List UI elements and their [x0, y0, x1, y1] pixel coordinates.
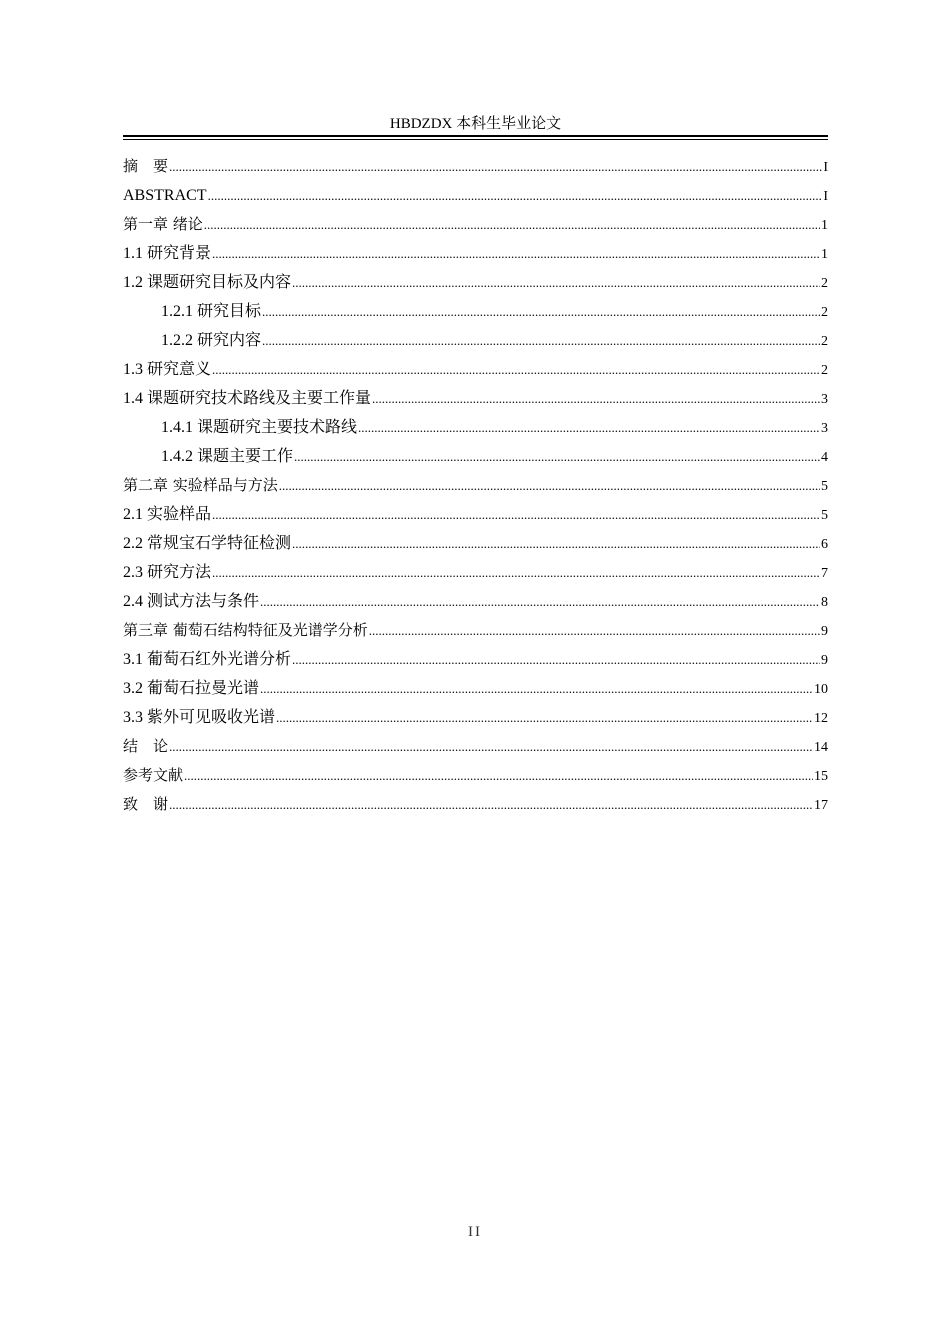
toc-dot-leader [184, 761, 813, 790]
toc-entry-page: 7 [821, 566, 828, 581]
page-header-title: HBDZDX 本科生毕业论文 [389, 116, 562, 132]
toc-entry-title: 1.4.2 课题主要工作 [161, 448, 294, 465]
toc-entry[interactable] [123, 529, 828, 558]
toc-dot-leader [169, 152, 822, 181]
toc-entry-title: 2.1 实验样品 [123, 506, 212, 523]
toc-entry[interactable] [123, 558, 828, 587]
toc-dot-leader [294, 442, 820, 471]
toc-entry-title: 3.1 葡萄石红外光谱分析 [123, 651, 292, 668]
toc-entry-title: 第三章 葡萄石结构特征及光谱学分析 [123, 621, 368, 639]
toc-dot-leader [212, 239, 820, 268]
toc-dot-leader [279, 471, 820, 500]
toc-entry[interactable] [123, 587, 828, 616]
toc-entry-title: 参考文献 [123, 766, 184, 784]
toc-entry-page: 1 [821, 247, 828, 262]
table-of-contents [123, 152, 828, 819]
toc-entry[interactable] [123, 152, 828, 181]
toc-entry[interactable] [123, 790, 828, 819]
toc-entry[interactable] [123, 616, 828, 645]
toc-dot-leader [260, 674, 813, 703]
toc-entry-title: 1.1 研究背景 [123, 245, 212, 262]
toc-entry-page: 5 [821, 508, 828, 523]
toc-dot-leader [204, 210, 820, 239]
toc-entry-title: 致 谢 [123, 795, 169, 813]
toc-dot-leader [212, 558, 820, 587]
header-rule-thin [123, 139, 828, 140]
toc-entry-page: 3 [821, 392, 828, 407]
toc-dot-leader [292, 529, 820, 558]
toc-entry[interactable] [123, 268, 828, 297]
toc-entry-page: 10 [814, 682, 828, 697]
toc-dot-leader [212, 355, 820, 384]
toc-dot-leader [369, 616, 820, 645]
toc-entry[interactable] [123, 413, 828, 442]
toc-entry-page: 9 [821, 653, 828, 668]
toc-entry[interactable] [123, 384, 828, 413]
toc-entry[interactable] [123, 703, 828, 732]
toc-entry[interactable] [123, 326, 828, 355]
toc-entry[interactable] [123, 732, 828, 761]
toc-entry[interactable] [123, 181, 828, 210]
toc-entry-title: 1.2 课题研究目标及内容 [123, 274, 292, 291]
toc-dot-leader [208, 181, 823, 210]
toc-entry-title: 1.2.2 研究内容 [161, 332, 262, 349]
toc-entry[interactable] [123, 645, 828, 674]
toc-dot-leader [262, 297, 820, 326]
page-number: II [468, 1224, 482, 1240]
toc-entry-page: 15 [814, 769, 828, 784]
toc-dot-leader [169, 732, 813, 761]
toc-entry-page: I [823, 160, 828, 175]
toc-dot-leader [262, 326, 820, 355]
toc-entry-title: 3.2 葡萄石拉曼光谱 [123, 680, 260, 697]
toc-entry[interactable] [123, 500, 828, 529]
toc-entry-title: 2.2 常规宝石学特征检测 [123, 535, 292, 552]
toc-entry-title: 1.2.1 研究目标 [161, 303, 262, 320]
toc-entry[interactable] [123, 210, 828, 239]
toc-dot-leader [260, 587, 820, 616]
toc-entry-page: 14 [814, 740, 828, 755]
toc-dot-leader [358, 413, 820, 442]
toc-entry-title: 3.3 紫外可见吸收光谱 [123, 709, 276, 726]
toc-entry-title: 2.3 研究方法 [123, 564, 212, 581]
toc-entry-title: 结 论 [123, 737, 169, 755]
toc-entry-title: ABSTRACT [123, 187, 207, 204]
toc-dot-leader [169, 790, 813, 819]
toc-dot-leader [276, 703, 813, 732]
toc-entry-page: 2 [821, 334, 828, 349]
toc-entry-page: 1 [821, 218, 828, 233]
toc-entry-title: 1.4 课题研究技术路线及主要工作量 [123, 390, 372, 407]
toc-entry-page: 8 [821, 595, 828, 610]
toc-dot-leader [292, 645, 820, 674]
toc-entry[interactable] [123, 239, 828, 268]
toc-entry-title: 1.3 研究意义 [123, 361, 212, 378]
toc-entry-page: 2 [821, 276, 828, 291]
toc-entry[interactable] [123, 355, 828, 384]
toc-entry-page: 12 [814, 711, 828, 726]
toc-dot-leader [212, 500, 820, 529]
toc-entry-title: 第二章 实验样品与方法 [123, 476, 278, 494]
toc-entry-title: 第一章 绪论 [123, 215, 203, 233]
toc-entry-page: 17 [814, 798, 828, 813]
toc-entry-page: 5 [821, 479, 828, 494]
toc-entry-page: 3 [821, 421, 828, 436]
toc-entry-page: 9 [821, 624, 828, 639]
toc-entry-page: 6 [821, 537, 828, 552]
toc-entry[interactable] [123, 297, 828, 326]
toc-entry-title: 摘 要 [123, 157, 169, 175]
toc-entry-page: 4 [821, 450, 828, 465]
toc-entry-title: 1.4.1 课题研究主要技术路线 [161, 419, 358, 436]
toc-entry-title: 2.4 测试方法与条件 [123, 593, 260, 610]
toc-entry-page: 2 [821, 305, 828, 320]
toc-entry[interactable] [123, 761, 828, 790]
toc-entry[interactable] [123, 471, 828, 500]
toc-entry-page: I [823, 189, 828, 204]
toc-dot-leader [372, 384, 820, 413]
toc-entry[interactable] [123, 674, 828, 703]
header-rule-thick [123, 135, 828, 137]
toc-entry[interactable] [123, 442, 828, 471]
toc-dot-leader [292, 268, 820, 297]
toc-entry-page: 2 [821, 363, 828, 378]
